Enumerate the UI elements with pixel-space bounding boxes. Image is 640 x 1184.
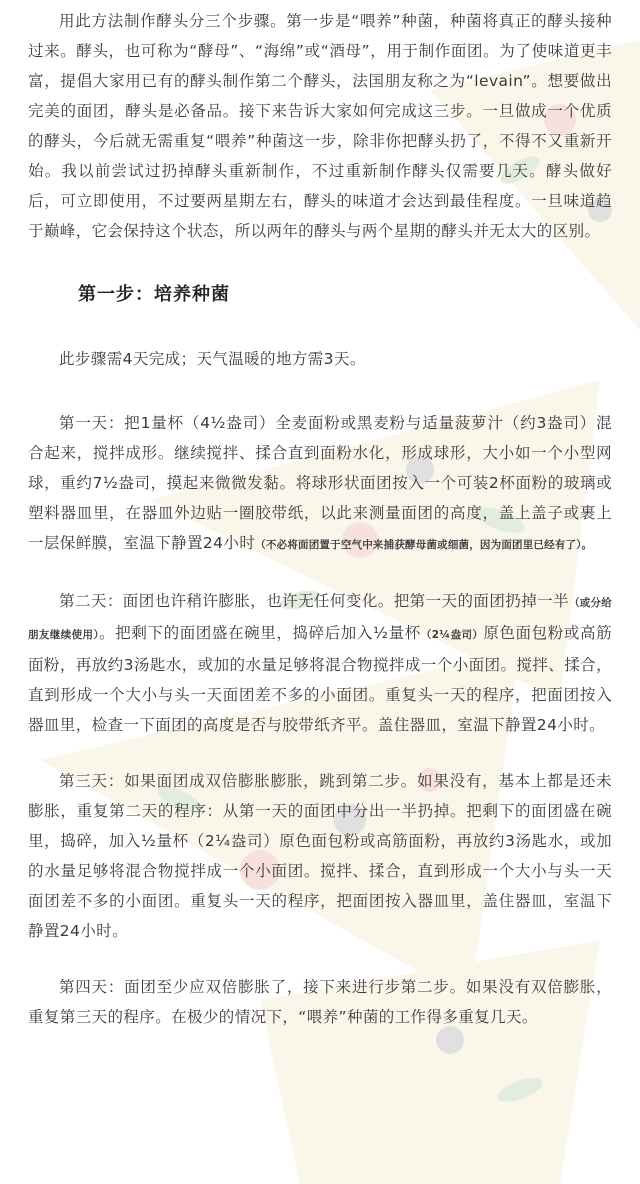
day2-text-b: 。把剩下的面团盛在碗里，捣碎后加入½量杯 xyxy=(99,624,421,642)
duration-note-paragraph: 此步骤需4天完成；天气温暖的地方需3天。 xyxy=(59,350,366,368)
day2-side-note-1: （或分给朋友继续使用） xyxy=(28,597,612,641)
day1-side-note: （不必将面团置于空气中来捕获酵母菌或细菌，因为面团里已经有了）。 xyxy=(255,539,593,551)
day2-text-a: 第二天：面团也许稍许膨胀，也许无任何变化。把第一天的面团扔掉一半 xyxy=(59,592,570,610)
section-title: 第一步：培养种菌 xyxy=(78,284,230,305)
day2-side-note-2: （2¼盎司） xyxy=(420,629,484,641)
day1-main-text: 第一天：把1量杯（4½盎司）全麦面粉或黑麦粉与适量菠萝汁（约3盎司）混合起来，搅拌成形。继续搅拌、揉合直到面粉水化，形成球形，大小如一个小型网球，重约7½盎司，摸起来微微发黏。将球形状面团按入一个可装2杯面粉的玻璃或塑料器皿里，在器皿外边贴一圈胶带纸，以此来测量面团的高度，盖上盖子或裹上一层保鲜膜，室温下静置24小时 xyxy=(28,414,612,552)
day1-paragraph xyxy=(28,408,612,560)
day3-paragraph: 第三天：如果面团成双倍膨胀膨胀，跳到第二步。如果没有，基本上都是还未膨胀，重复第二天的程序：从第一天的面团中分出一半扔掉。把剩下的面团盛在碗里，捣碎，加入½量杯（2¼盎司）原色面包粉或高筋面粉，再放约3汤匙水，或加的水量足够将混合物搅拌成一个小面团。搅拌、揉合，直到形成一个大小与头一天面团差不多的小面团。重复头一天的程序，把面团按入器皿里，盖住器皿，室温下静置24小时。 xyxy=(28,772,612,940)
day2-paragraph xyxy=(28,586,612,740)
intro-paragraph: 用此方法制作酵头分三个步骤。第一步是“喂养”种菌，种菌将真正的酵头接种过来。酵头，也可称为“酵母”、“海绵”或“酒母”，用于制作面团。为了使味道更丰富，提倡大家用已有的酵头制作第二个酵头，法国朋友称之为“levain”。想要做出完美的面团，酵头是必备品。接下来告诉大家如何完成这三步。一旦做成一个优质的酵头，今后就无需重复“喂养”种菌这一步，除非你把酵头扔了，不得不又重新开始。我以前尝试过扔掉酵头重新制作，不过重新制作酵头仅需要几天。酵头做好后，可立即使用，不过要两星期左右，酵头的味道才会达到最佳程度。一旦味道趋于巅峰，它会保持这个状态，所以两年的酵头与两个星期的酵头并无太大的区别。 xyxy=(28,12,612,240)
day4-paragraph: 第四天：面团至少应双倍膨胀了，接下来进行步第二步。如果没有双倍膨胀，重复第三天的程序。在极少的情况下，“喂养”种菌的工作得多重复几天。 xyxy=(28,978,612,1026)
day2-text-c: 原色面包粉或高筋面粉，再放约3汤匙水，或加的水量足够将混合物搅拌成一个小面团。搅拌、揉合，直到形成一个大小与头一天面团差不多的小面团。重复头一天的程序，把面团按入器皿里，检查一下面团的高度是否与胶带纸齐平。盖住器皿，室温下静置24小时。 xyxy=(28,624,613,734)
